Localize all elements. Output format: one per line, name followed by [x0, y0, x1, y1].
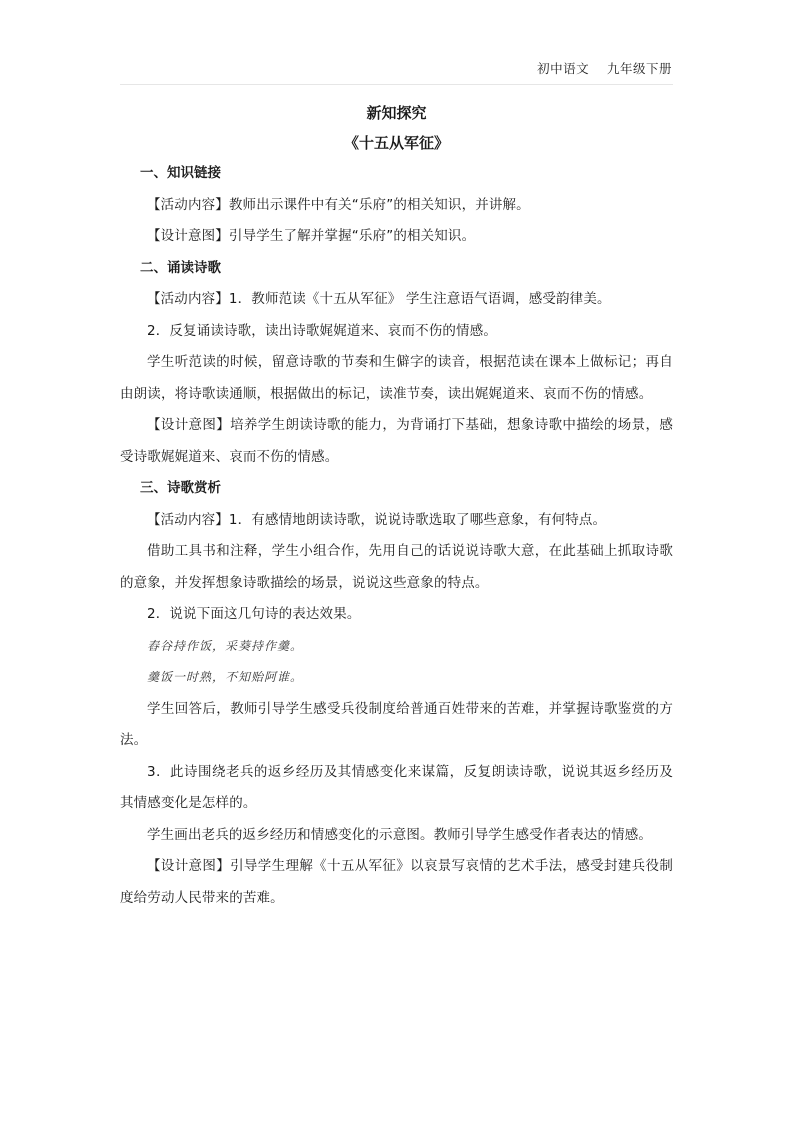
- paragraph: 【设计意图】引导学生了解并掌握“乐府”的相关知识。: [147, 228, 476, 244]
- paragraph: 【设计意图】培养学生朗读诗歌的能力，为背诵打下基础，想象诗歌中描绘的场景，感受诗歌娓娓道来、哀而不伤的情感。: [120, 417, 673, 465]
- paragraph: 【设计意图】引导学生理解《十五从军征》以哀景写哀情的艺术手法，感受封建兵役制度给劳动人民带来的苦难。: [120, 858, 673, 906]
- section-heading-recite: 二、诵读诗歌: [140, 259, 221, 276]
- poem-title: 《十五从军征》: [343, 134, 449, 152]
- paragraph: 【活动内容】教师出示课件中有关“乐府”的相关知识，并讲解。: [147, 196, 530, 213]
- section-heading-appreciation: 三、诗歌赏析: [140, 480, 221, 496]
- document-body: [120, 98, 673, 914]
- paragraph: 学生回答后，教师引导学生感受兵役制度给普通百姓带来的苦难，并掌握诗歌鉴赏的方法。: [120, 700, 673, 748]
- header-note: 初中语文 九年级下册: [537, 61, 672, 76]
- paragraph: 2．反复诵读诗歌，读出诗歌娓娓道来、哀而不伤的情感。: [147, 322, 497, 339]
- poem-line: 羹饭一时熟，不知贻阿谁。: [147, 670, 304, 684]
- paragraph: 2．说说下面这几句诗的表达效果。: [147, 606, 361, 622]
- header-divider: [120, 84, 673, 85]
- poem-line: 舂谷持作饭，采葵持作羹。: [147, 638, 304, 653]
- page-title: 新知探究: [366, 104, 427, 122]
- section-heading-knowledge-link: 一、知识链接: [140, 165, 221, 181]
- paragraph: 借助工具书和注释，学生小组合作，先用自己的话说说诗歌大意，在此基础上抓取诗歌的意象，并发挥想象诗歌描绘的场景，说说这些意象的特点。: [120, 543, 673, 591]
- paragraph: 【活动内容】1．教师范读《十五从军征》 学生注意语气语调，感受韵律美。: [147, 291, 611, 307]
- paragraph: 【活动内容】1．有感情地朗读诗歌，说说诗歌选取了哪些意象，有何特点。: [147, 511, 607, 528]
- paragraph: 学生画出老兵的返乡经历和情感变化的示意图。教师引导学生感受作者表达的情感。: [147, 826, 653, 843]
- paragraph: 学生听范读的时候，留意诗歌的节奏和生僻字的读音，根据范读在课本上做标记；再自由朗读，将诗歌读通顺，根据做出的标记，读准节奏，读出娓娓道来、哀而不伤的情感。: [120, 354, 673, 402]
- paragraph: 3．此诗围绕老兵的返乡经历及其情感变化来谋篇，反复朗读诗歌，说说其返乡经历及其情感变化是怎样的。: [120, 763, 673, 811]
